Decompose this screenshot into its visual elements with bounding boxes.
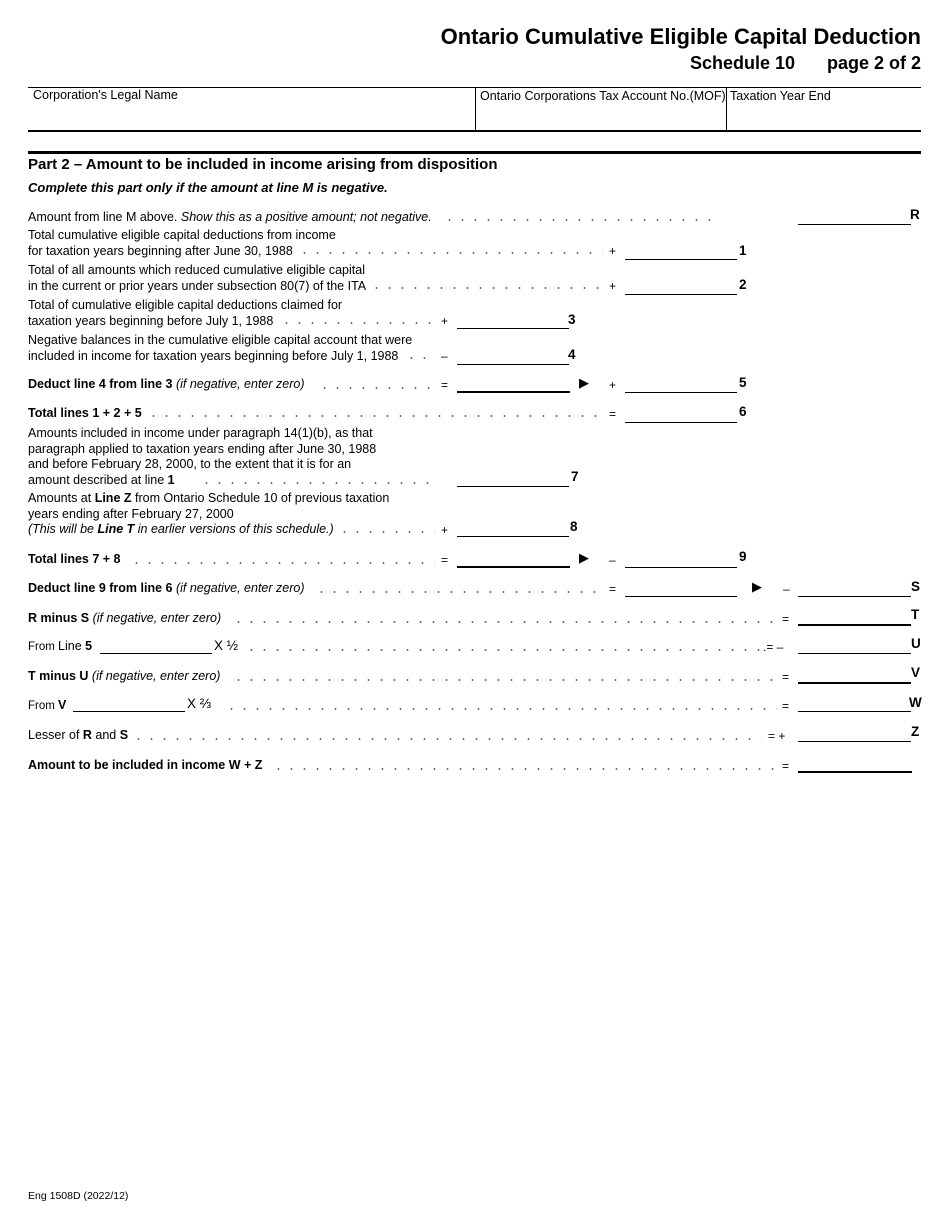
form-title: Ontario Cumulative Eligible Capital Deduction [440,24,921,49]
text-segment: (if negative, enter zero) [92,611,222,625]
line-w-input[interactable] [798,711,911,712]
line-u-input[interactable] [798,653,911,654]
line-1-label: 1 [739,243,747,258]
line-1-input[interactable] [625,259,737,260]
line-2-operator: + [609,279,617,293]
right-arrow-icon: ▶ [579,375,589,390]
line-r-input[interactable] [798,224,911,225]
part2-subtitle: Complete this part only if the amount at line M is negative. [28,180,388,195]
text-segment: From [28,700,59,712]
year-end-field[interactable] [730,89,831,105]
line-4-text [28,333,412,364]
line-9-text: Total lines 7 + 8 [28,552,121,566]
line-5-text [28,377,305,393]
line-w-text [28,698,66,715]
text-segment: (if negative, enter zero) [91,669,221,683]
text-segment: 1 [167,473,175,488]
text-segment: Lesser of [28,728,83,742]
leader-dots [132,737,762,741]
text-segment: Show this as a positive amount; not negative. [180,210,432,224]
leader-dots [130,561,435,565]
line-8-text [28,491,389,538]
line-v-text [28,669,220,685]
line-2-text [28,263,366,294]
line-7-text [28,426,376,489]
text-segment: and before February 28, 2000, to the extent that it is for an [28,457,352,472]
line-6-operator: = [609,407,617,421]
text-segment: R [82,728,92,742]
line-5-equals: = [441,378,449,392]
text-segment: and [91,728,120,742]
line-u-multiplier: X ½ [214,638,239,653]
text-segment: for taxation years beginning after June 30, 1988 [28,243,293,258]
text-segment: S [119,728,129,742]
line-5-subtotal-input[interactable] [457,391,570,393]
text-segment: V [58,698,67,712]
line-3-operator: + [441,314,449,328]
line-1-text [28,228,336,259]
line-v-input[interactable] [798,682,911,684]
leader-dots [405,356,435,360]
text-segment: 5 [85,639,93,653]
line-5-label: 5 [739,375,747,390]
line-4-input[interactable] [457,364,569,365]
text-segment: T minus U [28,669,92,683]
line-8-input[interactable] [457,536,569,537]
text-segment: Total cumulative eligible capital deductions from income [28,228,336,242]
text-segment: in earlier versions of this schedule.) [134,522,334,537]
text-segment: Negative balances in the cumulative eligible capital account that were [28,333,413,347]
text-segment: in the current or prior years under subsection 80(7) of the ITA [28,278,367,293]
text-segment: taxation years beginning before July 1, 1988 [28,313,274,328]
line-s-label: S [911,579,921,594]
line-r-label: R [910,207,920,222]
text-segment: Line T [97,522,135,537]
leader-dots [200,481,435,485]
line-9-label: 9 [739,549,747,564]
text-segment: paragraph applied to taxation years ending after June 30, 1988 [28,441,377,456]
schedule-number: Schedule 10 [690,53,796,73]
line-5-input[interactable] [625,392,737,393]
line-s-operator: – [783,582,790,596]
line-u-from-line5-input[interactable] [100,653,212,654]
total-income-input[interactable] [798,771,912,773]
line-w-from-v-input[interactable] [73,711,185,712]
year-end-label: Taxation Year End [730,89,831,103]
line-2-label: 2 [739,277,747,292]
tax-account-field[interactable] [480,89,726,105]
line-3-input[interactable] [457,328,569,329]
line-t-input[interactable] [798,624,911,626]
text-segment: Total of all amounts which reduced cumulative eligible capital [28,263,365,277]
line-v-label: V [911,665,921,680]
leader-dots [225,707,777,711]
text-segment: Deduct line 4 from line 3 [28,377,176,391]
line-9-subtotal-input[interactable] [457,566,570,568]
right-arrow-icon: ▶ [579,550,589,565]
tax-account-label: Ontario Corporations Tax Account No.(MOF) [480,89,726,103]
line-7-input[interactable] [457,486,569,487]
line-6-label: 6 [739,404,747,419]
leader-dots [147,414,603,418]
line-w-multiplier: X ⅔ [187,696,212,711]
leader-dots [232,620,777,624]
line-6-input[interactable] [625,422,737,423]
line-8-label: 8 [570,519,578,534]
text-segment: (if negative, enter zero) [175,377,305,391]
id-box-divider [726,87,727,131]
leader-dots [338,530,435,534]
line-z-label: Z [911,724,920,739]
text-segment: From [28,641,59,653]
line-v-operator: = [782,670,790,684]
line-6-text: Total lines 1 + 2 + 5 [28,406,142,420]
legal-name-label: Corporation's Legal Name [33,88,178,102]
leader-dots [245,648,760,652]
line-s-input[interactable] [798,596,911,597]
text-segment: Amounts at [28,491,95,505]
line-5-operator: + [609,378,617,392]
line-t-operator: = [782,612,790,626]
text-segment: Amounts included in income under paragraph 14(1)(b), as that [28,426,373,440]
text-segment: included in income for taxation years beginning before July 1, 1988 [28,348,399,363]
leader-dots [298,251,603,255]
text-segment: Line [58,639,86,653]
line-z-input[interactable] [798,741,911,742]
line-4-label: 4 [568,347,576,362]
line-w-operator: = [782,699,790,713]
page-number: page 2 of 2 [826,53,921,73]
leader-dots [280,321,435,325]
leader-dots [443,218,718,222]
line-u-label: U [911,636,921,651]
line-4-operator: – [441,349,448,363]
line-3-label: 3 [568,312,576,327]
line-t-label: T [911,607,920,622]
legal-name-field[interactable] [33,88,178,104]
line-2-input[interactable] [625,294,737,295]
leader-dots [232,678,777,682]
line-r-text [28,210,432,226]
id-box-divider [475,87,476,131]
text-segment: Total of cumulative eligible capital deductions claimed for [28,298,343,312]
text-segment: (This will be [28,522,98,537]
line-t-text [28,611,221,627]
line-w-label: W [909,695,922,710]
line-1-operator: + [609,244,617,258]
text-segment: Line Z [94,491,132,505]
text-segment: Deduct line 9 from line 6 [28,581,176,595]
line-9-operator: – [609,553,616,567]
section-divider [28,151,921,154]
right-arrow-icon: ▶ [752,579,762,594]
line-s-text [28,581,305,597]
text-segment: amount described at line [28,473,168,488]
text-segment: R minus S [28,611,93,625]
leader-dots [370,286,603,290]
text-segment: years ending after February 27, 2000 [28,506,234,521]
line-s-subtotal-input[interactable] [625,596,737,597]
total-income-text: Amount to be included in income W + Z [28,758,263,772]
line-8-operator: + [441,523,449,537]
form-id: Eng 1508D (2022/12) [28,1190,129,1202]
line-s-equals: = [609,582,617,596]
line-7-label: 7 [571,469,579,484]
line-9-input[interactable] [625,567,737,568]
total-operator: = [782,759,790,773]
leader-dots [318,386,435,390]
line-z-text [28,728,128,744]
text-segment: (if negative, enter zero) [175,581,305,595]
text-segment: from Ontario Schedule 10 of previous taxation [131,491,390,505]
leader-dots [315,590,603,594]
part2-title: Part 2 – Amount to be included in income arising from disposition [28,156,498,173]
line-u-text [28,639,92,656]
line-9-equals: = [441,553,449,567]
line-u-operator: .= – [763,640,784,654]
text-segment: Amount from line M above. [28,210,181,224]
line-z-operator: = + [768,729,786,743]
leader-dots [272,767,777,771]
